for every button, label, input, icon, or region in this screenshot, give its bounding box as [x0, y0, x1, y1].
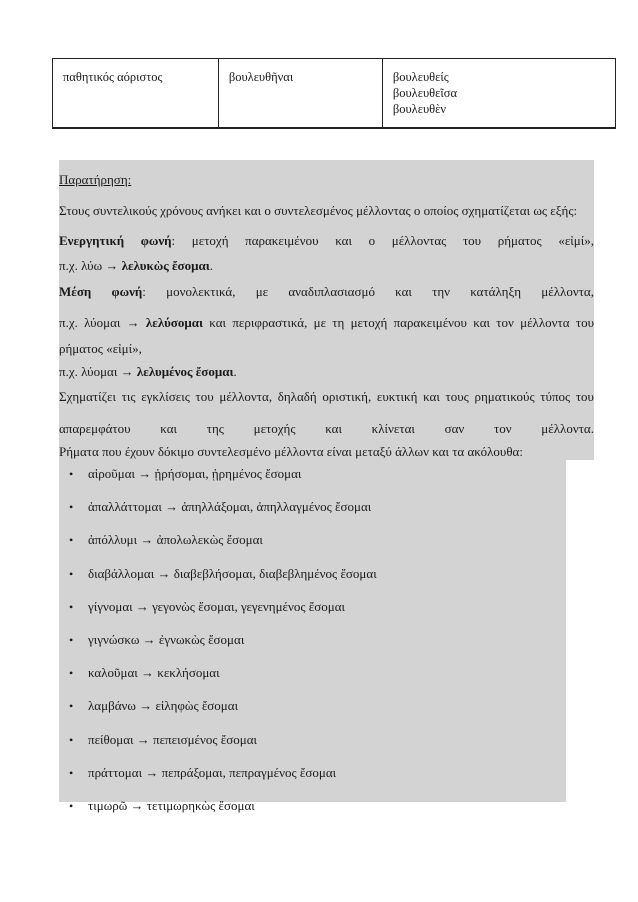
verb-entry: πείθομαι → πεπεισμένος ἔσομαι	[88, 731, 258, 747]
verb-entry: διαβάλλομαι → διαβεβλήσομαι, διαβεβλημένος ἔσομαι	[88, 565, 377, 581]
participle-neuter: βουλευθὲν	[392, 102, 447, 116]
middle-example2-line: π.χ. λύομαι → λελυμένος ἔσομαι.	[59, 364, 237, 379]
remark-intro: Στους συντελικούς χρόνους ανήκει και ο συντελεσμένος μέλλοντας ο οποίος σχηματίζεται ως εξής:	[59, 203, 578, 218]
moods-line-2: απαρεμφάτου και της μετοχής και κλίνεται σαν τον μέλλοντα.	[59, 421, 594, 436]
table-cell-infinitive: βουλευθῆναι	[218, 59, 382, 129]
remark-box	[59, 160, 594, 460]
middle-example-line: π.χ. λύομαι → λελύσομαι και περιφραστικά, με τη μετοχή παρακειμένου και τον μέλλοντα του	[59, 315, 594, 330]
active-example-form: λελυκὼς ἔσομαι	[121, 258, 210, 273]
verb-entry: γιγνώσκω → ἐγνωκὼς ἔσομαι	[88, 632, 245, 647]
middle-example-cont: ρήματος «εἰμί»,	[59, 341, 142, 356]
verb-entry: γίγνομαι → γεγονὼς ἔσομαι, γεγενημένος ἔσομαι	[88, 598, 346, 614]
verb-entry: αἱροῦμαι → ᾑρήσομαι, ᾑρημένος ἔσομαι	[88, 466, 302, 481]
bullet-icon: •	[69, 732, 74, 747]
bullet-icon: •	[69, 566, 74, 581]
active-example-line: π.χ. λύω → λελυκὼς ἔσομαι.	[59, 258, 214, 273]
verb-entry: ἀπόλλυμι → ἀπολωλεκὼς ἔσομαι	[88, 532, 263, 548]
verb-entry: καλοῦμαι → κεκλήσομαι	[88, 665, 220, 681]
verb-list-box	[59, 460, 566, 813]
bullet-icon: •	[69, 599, 74, 614]
verb-entry: πράττομαι → πεπράξομαι, πεπραγμένος ἔσομαι	[88, 764, 337, 780]
bullet-icon: •	[69, 533, 74, 548]
bullet-icon: •	[69, 633, 74, 647]
verb-entry: τιμωρῶ → τετιμωρηκὼς ἔσομαι	[88, 798, 255, 813]
conjugation-table	[52, 58, 616, 129]
participle-masculine: βουλευθείς	[392, 70, 449, 84]
active-voice-label: Ενεργητική φωνή	[59, 233, 172, 248]
participle-feminine: βουλευθεῖσα	[392, 86, 458, 100]
middle-example2-form: λελυμένος ἔσομαι	[136, 364, 234, 379]
moods-line-1: Σχηματίζει τις εγκλίσεις του μέλλοντα, δηλαδή οριστική, ευκτική και τους ρηματικούς τύπος του	[59, 389, 594, 404]
middle-voice-line: Μέση φωνή: μονολεκτικά, με αναδιπλασιασμό και την κατάληξη μέλλοντα,	[59, 284, 594, 299]
bullet-icon: •	[69, 699, 74, 714]
verbs-intro: Ρήματα που έχουν δόκιμο συντελεσμένο μέλλοντα είναι μεταξύ άλλων και τα ακόλουθα:	[59, 444, 523, 459]
middle-voice-label: Μέση φωνή	[59, 284, 143, 299]
verb-entry: λαμβάνω → εἰληφὼς ἔσομαι	[88, 698, 239, 714]
remark-heading: Παρατήρηση:	[59, 172, 132, 187]
active-voice-line: Ενεργητική φωνή: μετοχή παρακειμένου και ο μέλλοντας του ρήματος «εἰμί»,	[59, 233, 594, 248]
bullet-icon: •	[69, 765, 74, 780]
table-row	[53, 59, 616, 129]
table-cell-participle	[382, 59, 615, 129]
bullet-icon: •	[69, 799, 74, 813]
bullet-icon: •	[69, 500, 74, 515]
verb-entry: ἀπαλλάττομαι → ἀπηλλάξομαι, ἀπηλλαγμένος ἔσομαι	[88, 499, 372, 515]
middle-example-form: λελύσομαι	[145, 315, 204, 330]
bullet-icon: •	[69, 666, 74, 681]
bullet-icon: •	[69, 467, 74, 481]
table-cell-tense: παθητικός αόριστος	[53, 59, 219, 129]
